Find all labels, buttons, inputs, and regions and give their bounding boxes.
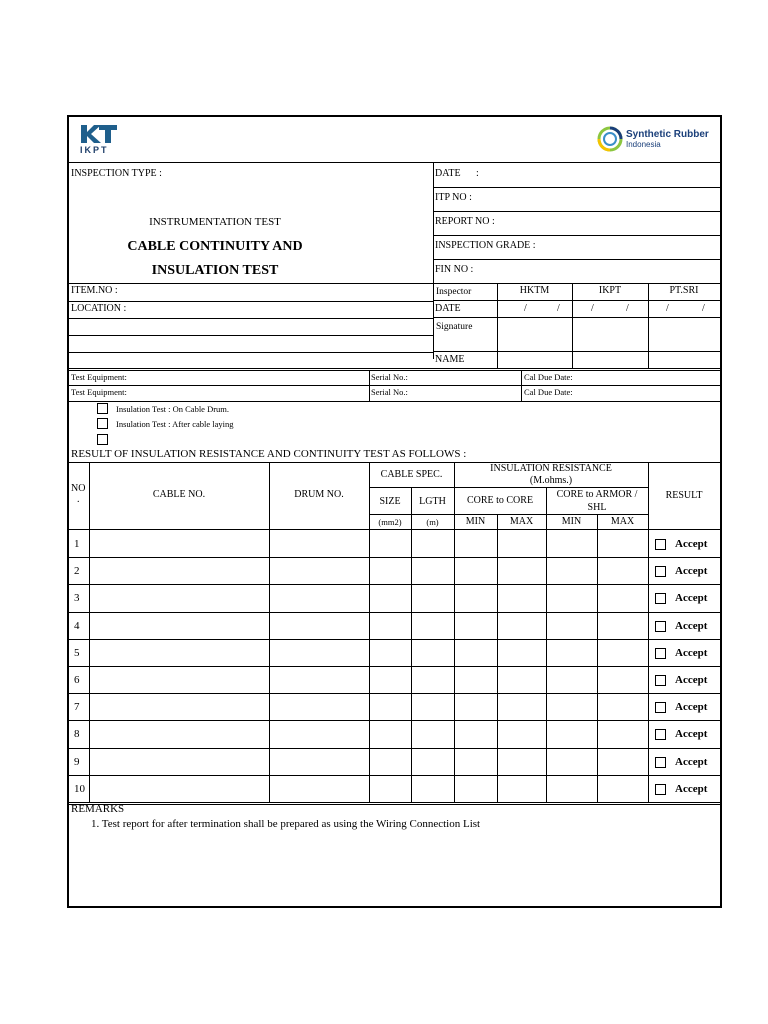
- date-slash: /: [702, 303, 705, 314]
- date-slash: /: [666, 303, 669, 314]
- remarks-item: 1. Test report for after termination shall be prepared as using the Wiring Connection List: [91, 818, 481, 830]
- page-title-line1: CABLE CONTINUITY AND: [127, 239, 303, 254]
- col-max: MAX: [610, 516, 635, 527]
- date-row-label: DATE: [435, 303, 461, 314]
- accept-label: Accept: [675, 755, 708, 768]
- col-result: RESULT: [665, 490, 703, 501]
- row-number: 9: [74, 755, 80, 768]
- col-no-label: NO: [71, 483, 86, 494]
- row-divider: [69, 584, 720, 585]
- col-cable-no: CABLE NO.: [152, 489, 206, 500]
- date-colon: :: [476, 168, 479, 179]
- accept-checkbox[interactable]: [655, 702, 666, 713]
- location-label: LOCATION :: [71, 303, 127, 314]
- accept-checkbox[interactable]: [655, 648, 666, 659]
- accept-label: Accept: [675, 538, 708, 550]
- sri-logo-sub: Indonesia: [626, 140, 661, 149]
- row-number: 7: [74, 701, 80, 714]
- party-pt-sri: PT.SRI: [669, 285, 699, 296]
- col-min: MIN: [465, 516, 486, 527]
- date-slash: /: [524, 303, 527, 314]
- accept-label: Accept: [675, 674, 708, 686]
- row-divider: [69, 720, 720, 721]
- row-number: 5: [74, 646, 80, 659]
- party-ikpt: IKPT: [598, 285, 622, 296]
- inspection-form: [67, 115, 722, 908]
- accept-label: Accept: [675, 592, 708, 605]
- results-rows: [69, 117, 720, 906]
- report-no-label: REPORT NO :: [435, 216, 495, 227]
- inspection-grade-label: INSPECTION GRADE :: [435, 240, 536, 251]
- itp-no-label: ITP NO :: [435, 192, 472, 203]
- serial-no-label: Serial No.:: [371, 387, 408, 397]
- option-label-drum: Insulation Test : On Cable Drum.: [116, 404, 230, 414]
- name-label: NAME: [435, 354, 465, 365]
- row-divider: [69, 666, 720, 667]
- accept-label: Accept: [675, 619, 708, 632]
- serial-no-label: Serial No.:: [371, 372, 408, 382]
- col-min: MIN: [561, 516, 582, 527]
- row-divider: [69, 639, 720, 640]
- test-equipment-label: Test Equipment:: [71, 387, 127, 397]
- accept-checkbox[interactable]: [655, 539, 666, 550]
- col-size-unit: (mm2): [378, 517, 402, 527]
- col-size: SIZE: [379, 496, 401, 507]
- row-number: 8: [74, 728, 80, 741]
- ikpt-logo-text: IKPT: [80, 145, 109, 155]
- accept-label: Accept: [675, 565, 708, 578]
- option-label-laying: Insulation Test : After cable laying: [116, 419, 234, 429]
- cal-due-date-label: Cal Due Date:: [524, 372, 573, 382]
- inspection-type-label: INSPECTION TYPE :: [71, 168, 162, 179]
- test-equipment-label: Test Equipment:: [71, 372, 127, 382]
- col-drum-no: DRUM NO.: [294, 489, 344, 500]
- row-number: 4: [74, 619, 80, 632]
- remarks-label: REMARKS: [71, 803, 125, 815]
- col-lgth-unit: (m): [426, 517, 439, 527]
- col-core-to-core: CORE to CORE: [466, 495, 534, 506]
- party-hktm: HKTM: [519, 285, 550, 296]
- row-number: 6: [74, 674, 80, 686]
- accept-checkbox[interactable]: [655, 621, 666, 632]
- col-max: MAX: [509, 516, 534, 527]
- inspector-label: Inspector: [436, 287, 472, 297]
- signature-label: Signature: [436, 322, 473, 332]
- date-slash: /: [626, 303, 629, 314]
- accept-checkbox[interactable]: [655, 729, 666, 740]
- accept-checkbox[interactable]: [655, 566, 666, 577]
- accept-label: Accept: [675, 728, 708, 741]
- accept-checkbox[interactable]: [655, 784, 666, 795]
- accept-label: Accept: [675, 701, 708, 714]
- row-divider: [69, 748, 720, 749]
- sri-logo-name: Synthetic Rubber: [626, 129, 709, 140]
- page-title-line2: INSULATION TEST: [151, 263, 279, 278]
- row-divider: [69, 612, 720, 613]
- accept-label: Accept: [675, 782, 708, 795]
- col-lgth: LGTH: [419, 496, 446, 507]
- date-label: DATE: [435, 168, 461, 179]
- accept-checkbox[interactable]: [655, 757, 666, 768]
- accept-label: Accept: [675, 646, 708, 659]
- accept-checkbox[interactable]: [655, 675, 666, 686]
- col-insulation-resistance: INSULATION RESISTANCE: [490, 463, 612, 474]
- row-number: 10: [74, 782, 85, 795]
- row-number: 1: [74, 538, 80, 550]
- row-divider: [69, 557, 720, 558]
- cal-due-date-label: Cal Due Date:: [524, 387, 573, 397]
- date-slash: /: [591, 303, 594, 314]
- col-core-to-armor-shl: SHL: [587, 502, 607, 513]
- col-cable-spec: CABLE SPEC.: [380, 469, 443, 480]
- test-category: INSTRUMENTATION TEST: [149, 216, 281, 228]
- col-insulation-unit: (M.ohms.): [529, 475, 573, 486]
- col-no-dot: .: [77, 494, 80, 505]
- row-number: 3: [74, 592, 80, 605]
- result-title: RESULT OF INSULATION RESISTANCE AND CONTINUITY TEST AS FOLLOWS :: [71, 448, 467, 460]
- item-no-label: ITEM.NO :: [71, 285, 118, 296]
- fin-no-label: FIN NO :: [435, 264, 474, 275]
- date-slash: /: [557, 303, 560, 314]
- row-number: 2: [74, 565, 80, 578]
- row-divider: [69, 693, 720, 694]
- row-divider: [69, 775, 720, 776]
- col-core-to-armor: CORE to ARMOR /: [556, 489, 638, 500]
- accept-checkbox[interactable]: [655, 593, 666, 604]
